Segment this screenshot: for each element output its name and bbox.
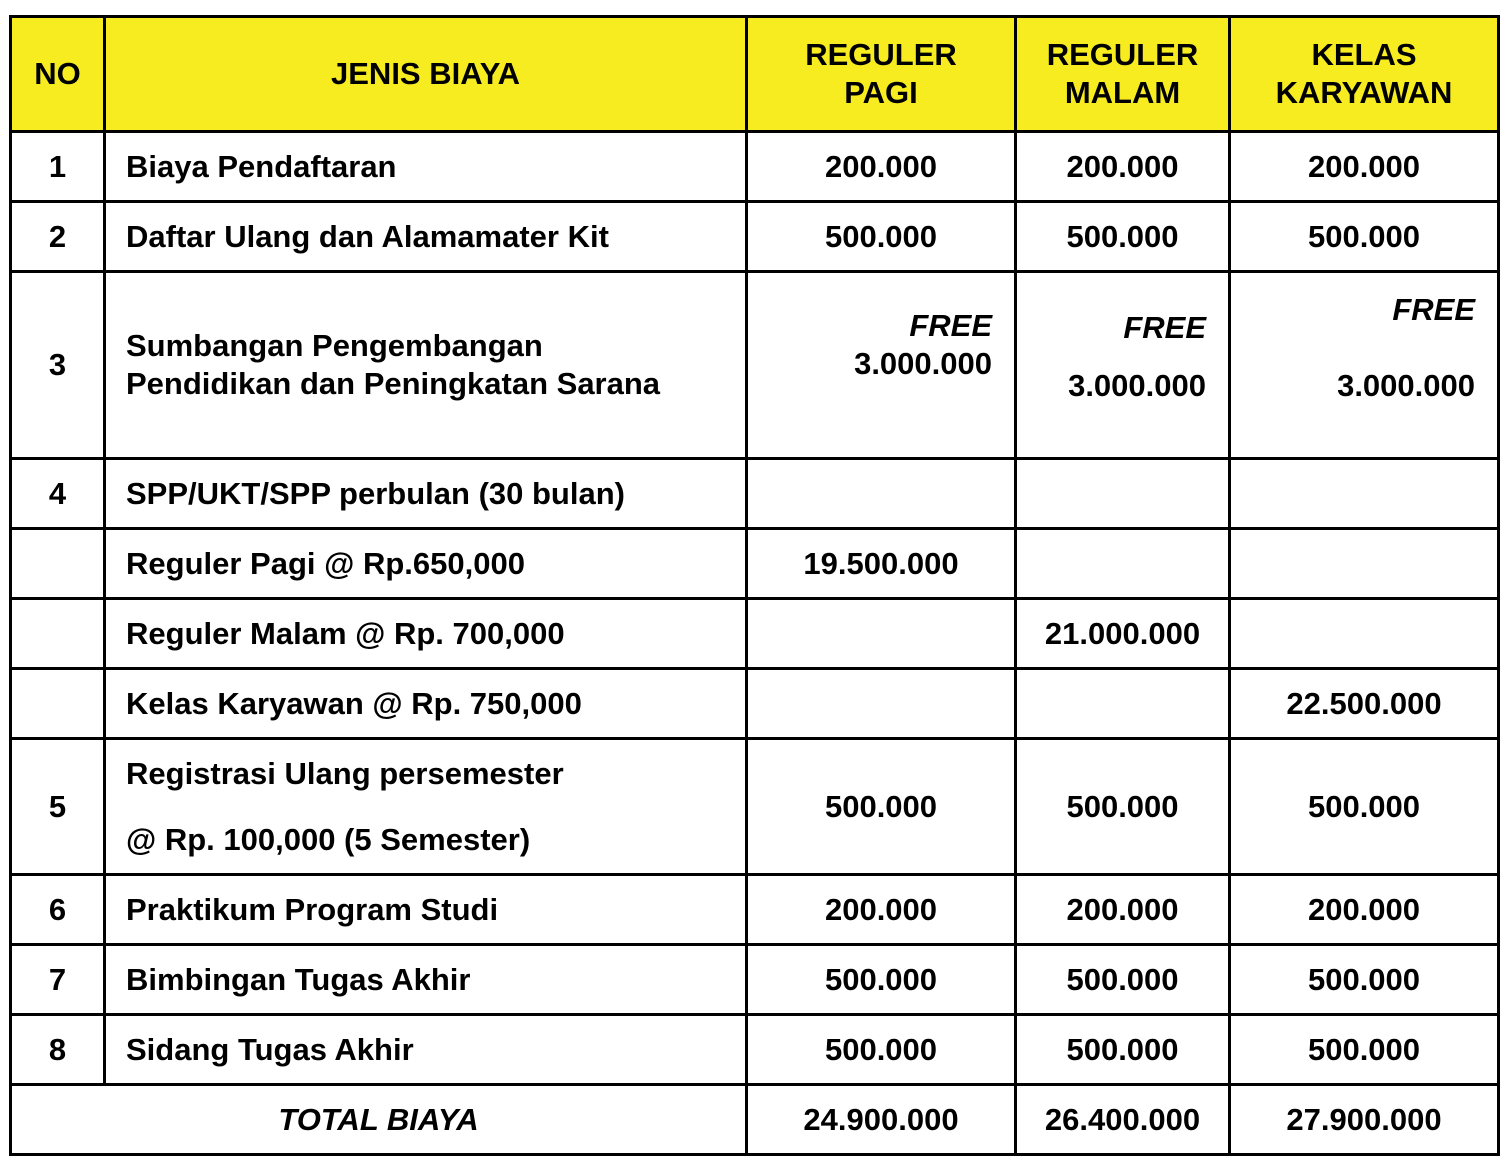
row-karyawan: 500.000 — [1230, 1015, 1499, 1085]
row-malam: 200.000 — [1016, 875, 1230, 945]
row-no: 1 — [11, 132, 105, 202]
row-no — [11, 599, 105, 669]
fee-table — [9, 15, 1500, 1156]
row-desc-line2: Pendidikan dan Peningkatan Sarana — [126, 366, 661, 401]
row-pagi — [747, 669, 1016, 739]
row-pagi: 200.000 — [747, 132, 1016, 202]
row-desc-line1: Registrasi Ulang persemester — [126, 755, 564, 791]
row-desc: Praktikum Program Studi — [105, 875, 747, 945]
row-no: 2 — [11, 202, 105, 272]
header-reguler-malam — [1016, 17, 1230, 132]
header-pagi-line1: REGULER — [805, 37, 957, 73]
free-label: FREE — [909, 308, 992, 343]
row-pagi — [747, 459, 1016, 529]
header-reguler-pagi — [747, 17, 1016, 132]
row-no — [11, 669, 105, 739]
row-desc — [105, 272, 747, 459]
row-no — [11, 529, 105, 599]
row-no: 4 — [11, 459, 105, 529]
table-row — [11, 875, 1499, 945]
row-desc-line2: @ Rp. 100,000 (5 Semester) — [126, 821, 531, 857]
row-no: 5 — [11, 739, 105, 875]
header-malam-line1: REGULER — [1046, 37, 1199, 73]
row-desc: Biaya Pendaftaran — [105, 132, 747, 202]
row-karyawan — [1230, 529, 1499, 599]
row-pagi — [747, 599, 1016, 669]
row-no: 8 — [11, 1015, 105, 1085]
row-desc-line1: Sumbangan Pengembangan — [126, 328, 543, 364]
row-karyawan: 22.500.000 — [1230, 669, 1499, 739]
row-desc: Reguler Malam @ Rp. 700,000 — [105, 599, 747, 669]
header-karyawan-line2: KARYAWAN — [1275, 75, 1453, 110]
row-karyawan: 500.000 — [1230, 202, 1499, 272]
header-malam-line2: MALAM — [1064, 75, 1181, 110]
table-row — [11, 1015, 1499, 1085]
table-row — [11, 202, 1499, 272]
row-desc: Sidang Tugas Akhir — [105, 1015, 747, 1085]
row-desc: Kelas Karyawan @ Rp. 750,000 — [105, 669, 747, 739]
free-label: FREE — [1392, 292, 1475, 327]
total-label: TOTAL BIAYA — [11, 1085, 747, 1155]
header-karyawan-line1: KELAS — [1311, 37, 1417, 73]
row-no: 6 — [11, 875, 105, 945]
table-row — [11, 459, 1499, 529]
table-row — [11, 272, 1499, 459]
table-row — [11, 529, 1499, 599]
row-karyawan — [1230, 272, 1499, 459]
row-pagi: 500.000 — [747, 202, 1016, 272]
row-pagi: 200.000 — [747, 875, 1016, 945]
free-amount: 3.000.000 — [1068, 367, 1206, 403]
row-malam — [1016, 272, 1230, 459]
row-pagi: 500.000 — [747, 1015, 1016, 1085]
total-pagi: 24.900.000 — [747, 1085, 1016, 1155]
table-row — [11, 739, 1499, 875]
row-pagi: 19.500.000 — [747, 529, 1016, 599]
row-no: 3 — [11, 272, 105, 459]
free-amount: 3.000.000 — [1337, 367, 1475, 403]
row-karyawan: 200.000 — [1230, 132, 1499, 202]
header-row — [11, 17, 1499, 132]
row-malam — [1016, 529, 1230, 599]
row-karyawan: 500.000 — [1230, 945, 1499, 1015]
table-row — [11, 945, 1499, 1015]
total-karyawan: 27.900.000 — [1230, 1085, 1499, 1155]
row-desc: SPP/UKT/SPP perbulan (30 bulan) — [105, 459, 747, 529]
row-desc — [105, 739, 747, 875]
row-desc: Bimbingan Tugas Akhir — [105, 945, 747, 1015]
header-jenis-biaya: JENIS BIAYA — [105, 17, 747, 132]
total-row — [11, 1085, 1499, 1155]
row-desc: Daftar Ulang dan Alamamater Kit — [105, 202, 747, 272]
row-malam: 21.000.000 — [1016, 599, 1230, 669]
row-malam — [1016, 669, 1230, 739]
row-pagi: 500.000 — [747, 945, 1016, 1015]
header-no: NO — [11, 17, 105, 132]
row-malam: 500.000 — [1016, 739, 1230, 875]
table-row — [11, 132, 1499, 202]
row-karyawan — [1230, 599, 1499, 669]
row-malam — [1016, 459, 1230, 529]
row-pagi — [747, 272, 1016, 459]
free-label: FREE — [1123, 310, 1206, 345]
header-pagi-line2: PAGI — [844, 75, 918, 110]
row-malam: 500.000 — [1016, 202, 1230, 272]
row-pagi: 500.000 — [747, 739, 1016, 875]
row-no: 7 — [11, 945, 105, 1015]
table-row — [11, 669, 1499, 739]
row-karyawan — [1230, 459, 1499, 529]
table-row — [11, 599, 1499, 669]
row-malam: 200.000 — [1016, 132, 1230, 202]
row-karyawan: 500.000 — [1230, 739, 1499, 875]
header-kelas-karyawan — [1230, 17, 1499, 132]
free-amount: 3.000.000 — [854, 345, 992, 381]
row-malam: 500.000 — [1016, 945, 1230, 1015]
row-karyawan: 200.000 — [1230, 875, 1499, 945]
total-malam: 26.400.000 — [1016, 1085, 1230, 1155]
row-desc: Reguler Pagi @ Rp.650,000 — [105, 529, 747, 599]
row-malam: 500.000 — [1016, 1015, 1230, 1085]
